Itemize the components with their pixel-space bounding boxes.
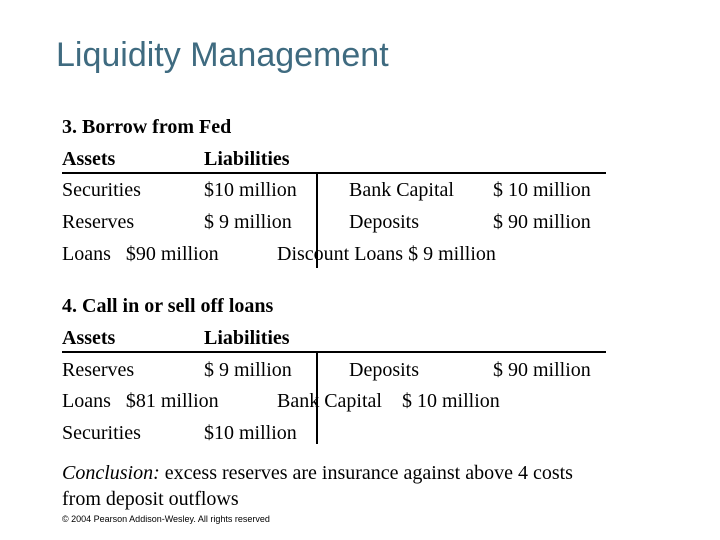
section2-securities-value: $10 million xyxy=(204,422,297,444)
section2-liability-value: $ 90 million xyxy=(493,359,591,381)
section1-discount-loans-line: Discount Loans $ 9 million xyxy=(277,243,496,265)
section1-asset-label: Securities xyxy=(62,179,141,201)
section1-liability-value: $ 10 million xyxy=(493,179,591,201)
section2-assets-header: Assets xyxy=(62,327,116,349)
conclusion-line-1 xyxy=(62,463,573,483)
section1-liabilities-header: Liabilities xyxy=(204,148,290,170)
conclusion-label: Conclusion: xyxy=(62,462,160,484)
section1-heading: 3. Borrow from Fed xyxy=(62,116,232,138)
section2-asset-value: $ 9 million xyxy=(204,359,292,381)
section1-liability-label: Bank Capital xyxy=(349,179,454,201)
section1-t-account-horizontal-line xyxy=(62,172,606,174)
section1-asset-value: $ 9 million xyxy=(204,211,292,233)
section1-liability-label: Deposits xyxy=(349,211,419,233)
section1-assets-header: Assets xyxy=(62,148,116,170)
section2-liabilities-header: Liabilities xyxy=(204,327,290,349)
slide-title: Liquidity Management xyxy=(56,36,389,74)
conclusion-text: excess reserves are insurance against above 4 costs xyxy=(159,462,573,484)
section1-asset-value: $10 million xyxy=(204,179,297,201)
section2-asset-label: Reserves xyxy=(62,359,135,381)
copyright-footer: © 2004 Pearson Addison-Wesley. All rights reserved xyxy=(62,514,270,524)
section1-asset-label: Reserves xyxy=(62,211,135,233)
section2-bank-capital-line: Bank Capital $ 10 million xyxy=(277,390,500,412)
section2-loans-line: Loans $81 million xyxy=(62,390,219,412)
conclusion-line-2: from deposit outflows xyxy=(62,488,239,510)
section2-securities-label: Securities xyxy=(62,422,141,444)
section1-liability-value: $ 90 million xyxy=(493,211,591,233)
section1-loans-line: Loans $90 million xyxy=(62,243,219,265)
section2-liability-label: Deposits xyxy=(349,359,419,381)
section2-t-account-horizontal-line xyxy=(62,351,606,353)
section2-heading: 4. Call in or sell off loans xyxy=(62,295,274,317)
